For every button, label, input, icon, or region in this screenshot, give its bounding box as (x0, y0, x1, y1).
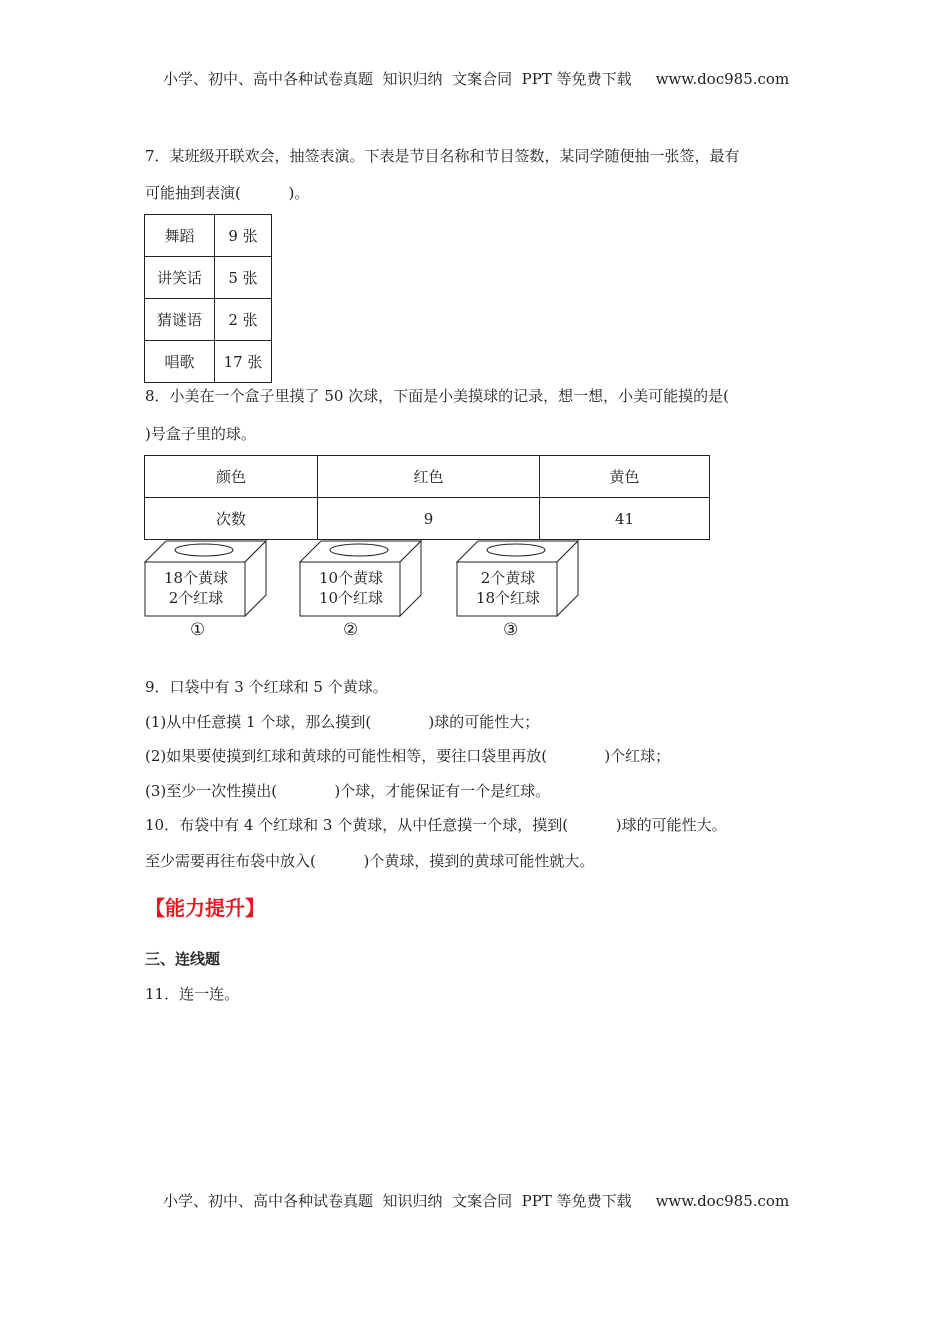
cell: 9 (318, 498, 540, 540)
footer-url: www.doc985.com (655, 1192, 790, 1210)
q9-part1: (1)从中任意摸 1 个球，那么摸到( )球的可能性大； (145, 713, 540, 731)
box-number-3: ③ (503, 620, 519, 640)
cell: 红色 (318, 456, 540, 498)
box-label: 18个红球 (475, 589, 541, 607)
section-subtitle: 三、连线题 (145, 950, 221, 968)
cell: 17 张 (215, 341, 272, 383)
q7-line2: 可能抽到表演( )。 (145, 184, 310, 202)
box-label: 10个红球 (318, 589, 384, 607)
footer-text: 小学、初中、高中各种试卷真题 知识归纳 文案合同 PPT 等免费下载 (163, 1192, 632, 1210)
cell: 舞蹈 (145, 215, 215, 257)
cell: 颜色 (145, 456, 318, 498)
box-label: 2个红球 (168, 589, 224, 607)
cell: 9 张 (215, 215, 272, 257)
q8-line1: 8．小美在一个盒子里摸了 50 次球，下面是小美摸球的记录，想一想，小美可能摸的是( (145, 387, 730, 405)
ball-box-2 (299, 540, 423, 618)
table-row (145, 498, 710, 540)
cell: 唱歌 (145, 341, 215, 383)
cell: 次数 (145, 498, 318, 540)
table-row (145, 215, 272, 257)
box-label: 2个黄球 (480, 569, 536, 587)
q11-text: 11．连一连。 (145, 985, 240, 1003)
page-header (163, 68, 789, 89)
cell: 2 张 (215, 299, 272, 341)
cell: 黄色 (540, 456, 710, 498)
box-number-1: ① (190, 620, 206, 640)
q7-line1: 7．某班级开联欢会，抽签表演。下表是节目名称和节目签数，某同学随便抽一张签，最有 (145, 147, 740, 165)
table-row (145, 456, 710, 498)
table-row (145, 257, 272, 299)
header-text: 小学、初中、高中各种试卷真题 知识归纳 文案合同 PPT 等免费下载 (163, 70, 632, 88)
page-footer (163, 1190, 789, 1211)
q10-line1: 10．布袋中有 4 个红球和 3 个黄球，从中任意摸一个球，摸到( )球的可能性大。 (145, 816, 727, 834)
ball-box-3 (456, 540, 580, 618)
table-row (145, 299, 272, 341)
section-title: 【能力提升】 (145, 896, 265, 920)
q9-part3: (3)至少一次性摸出( )个球，才能保证有一个是红球。 (145, 782, 551, 800)
q8-table (144, 455, 710, 540)
cell: 5 张 (215, 257, 272, 299)
box-label: 10个黄球 (318, 569, 384, 587)
cell: 41 (540, 498, 710, 540)
q10-line2: 至少需要再往布袋中放入( )个黄球，摸到的黄球可能性就大。 (145, 852, 595, 870)
box-number-2: ② (343, 620, 359, 640)
box-label: 18个黄球 (163, 569, 229, 587)
q7-table (144, 214, 272, 383)
header-url: www.doc985.com (655, 70, 790, 88)
q9-part2: (2)如果要使摸到红球和黄球的可能性相等，要往口袋里再放( )个红球； (145, 747, 671, 765)
table-row (145, 341, 272, 383)
q8-line2: )号盒子里的球。 (145, 425, 256, 443)
ball-box-1 (144, 540, 268, 618)
cell: 猜谜语 (145, 299, 215, 341)
cell: 讲笑话 (145, 257, 215, 299)
q9-stem: 9．口袋中有 3 个红球和 5 个黄球。 (145, 678, 388, 696)
